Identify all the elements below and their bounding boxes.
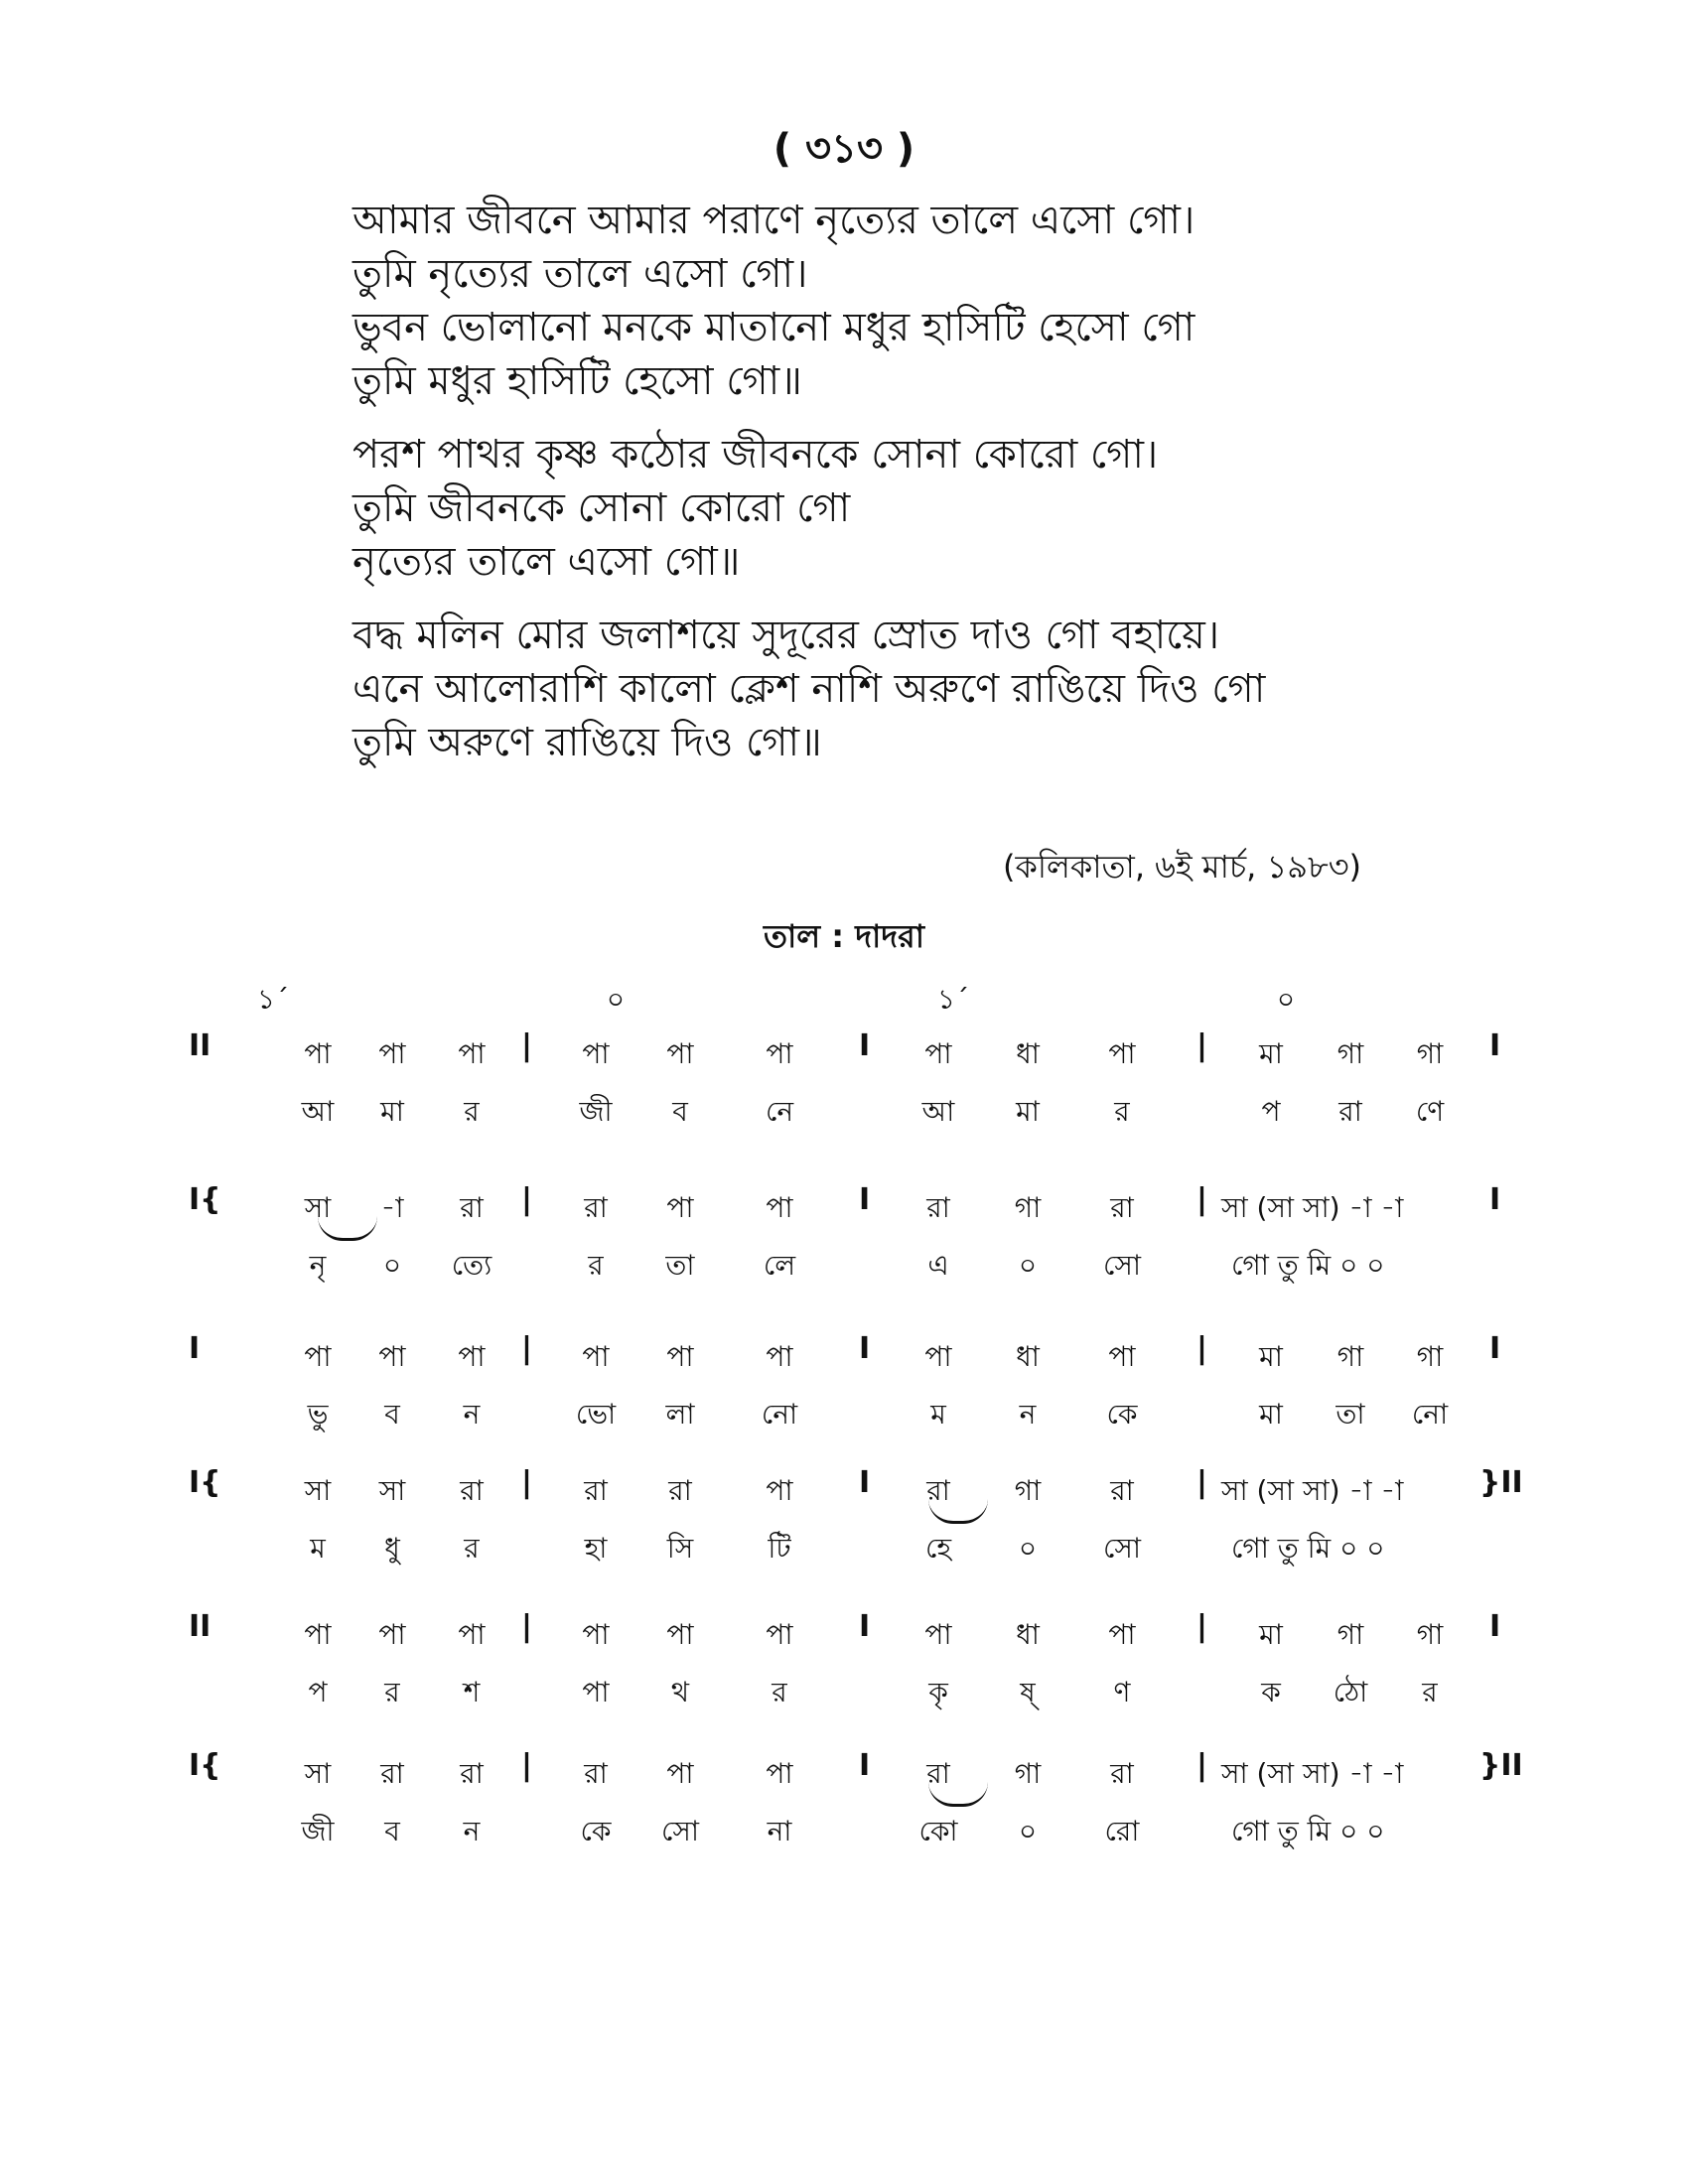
lyric-syllable: ০ — [1018, 1532, 1038, 1565]
lyric-syllable: আ — [921, 1095, 955, 1128]
lyric-syllable: ম — [310, 1532, 326, 1565]
swara-note: রা — [668, 1474, 692, 1507]
lyric-syllable: র — [464, 1532, 480, 1565]
lyric-syllable: ব — [672, 1095, 688, 1128]
swara-note: পা — [766, 1340, 793, 1373]
swara-note: গা — [1336, 1340, 1364, 1373]
lyric-syllable: র — [772, 1676, 787, 1708]
page-number: ( ৩১৩ ) — [773, 126, 915, 172]
bar-line: | — [521, 1028, 532, 1063]
lyric-syllable: না — [767, 1815, 792, 1847]
lyric-syllable: গো তু মি ০ ০ — [1231, 1815, 1385, 1847]
lyric-syllable: জী — [301, 1815, 335, 1847]
lyric-syllable: ন — [463, 1398, 481, 1431]
lyric-syllable: সো — [661, 1815, 699, 1847]
lyric-line: তুমি জীবনকে সোনা কোরো গো — [352, 485, 851, 531]
lyric-syllable: লে — [763, 1249, 796, 1282]
lyric-line: তুমি নৃত্যের তালে এসো গো। — [352, 251, 808, 297]
bar-line: | — [521, 1609, 532, 1644]
section-marker: I — [1489, 1331, 1501, 1366]
bar-line: | — [1196, 1028, 1207, 1063]
lyric-syllable: ণে — [1415, 1095, 1445, 1128]
swara-note: পা — [666, 1618, 694, 1651]
lyric-syllable: ক — [1261, 1676, 1281, 1708]
bar-line: | — [1196, 1748, 1207, 1783]
swara-note: গা — [1014, 1474, 1042, 1507]
swara-note: পা — [766, 1618, 793, 1651]
lyric-syllable: কে — [1106, 1398, 1138, 1431]
lyric-syllable: গো তু মি ০ ০ — [1231, 1532, 1385, 1565]
lyric-syllable: র — [588, 1249, 604, 1282]
lyric-syllable: থ — [670, 1676, 690, 1708]
lyric-syllable: ভো — [575, 1398, 617, 1431]
bar-line: | — [1196, 1609, 1207, 1644]
swara-note: রা — [1110, 1191, 1134, 1224]
swara-note: সা — [304, 1191, 332, 1224]
lyric-syllable: কৃ — [928, 1676, 948, 1708]
tala-label: তাল : দাদরা — [764, 917, 924, 955]
swara-note: মা — [1259, 1037, 1283, 1070]
swara-note: গা — [1416, 1340, 1444, 1373]
lyric-syllable: প — [1261, 1095, 1281, 1128]
lyric-syllable: মা — [380, 1095, 404, 1128]
section-marker: I — [859, 1465, 871, 1500]
swara-note: পা — [378, 1037, 406, 1070]
bar-line: | — [521, 1331, 532, 1366]
lyric-syllable: রো — [1104, 1815, 1140, 1847]
swara-note: সা — [304, 1474, 332, 1507]
lyric-syllable: র — [1114, 1095, 1130, 1128]
bar-line: | — [1196, 1331, 1207, 1366]
swara-note: রা — [1110, 1474, 1134, 1507]
lyric-syllable: ব — [384, 1398, 400, 1431]
swara-note: গা — [1416, 1618, 1444, 1651]
swara-note: পা — [924, 1618, 952, 1651]
swara-note: পা — [304, 1618, 332, 1651]
lyric-syllable: র — [464, 1095, 480, 1128]
lyric-syllable: ঠো — [1333, 1676, 1368, 1708]
swara-note: পা — [582, 1037, 610, 1070]
lyric-syllable: ন — [463, 1815, 481, 1847]
section-marker: I — [859, 1748, 871, 1783]
lyric-syllable: সো — [1103, 1249, 1141, 1282]
slur-mark — [928, 1782, 988, 1807]
swara-note: পা — [582, 1340, 610, 1373]
lyric-syllable: তা — [665, 1249, 695, 1282]
section-marker: I — [1489, 1182, 1501, 1217]
lyric-syllable: তা — [1336, 1398, 1365, 1431]
bar-line: | — [521, 1748, 532, 1783]
swara-note: রা — [460, 1474, 484, 1507]
swara-note: গা — [1416, 1037, 1444, 1070]
swara-note: সা (সা সা) -া -া — [1221, 1191, 1404, 1224]
lyric-syllable: ণ — [1113, 1676, 1131, 1708]
lyric-line: বদ্ধ মলিন মোর জলাশয়ে সুদূরের স্রোত দাও গো বহায়ে। — [352, 613, 1220, 658]
lyric-syllable: নো — [761, 1398, 798, 1431]
swara-note: রা — [584, 1757, 608, 1790]
swara-note: পা — [458, 1340, 486, 1373]
swara-note: -া — [380, 1191, 404, 1224]
bar-line: | — [521, 1465, 532, 1500]
swara-note: রা — [926, 1757, 950, 1790]
lyric-syllable: হে — [924, 1532, 952, 1565]
swara-note: সা (সা সা) -া -া — [1221, 1757, 1404, 1790]
swara-note: গা — [1014, 1757, 1042, 1790]
swara-note: গা — [1336, 1037, 1364, 1070]
section-marker: I{ — [189, 1748, 221, 1783]
swara-note: ধা — [1016, 1618, 1040, 1651]
swara-note: পা — [766, 1757, 793, 1790]
swara-note: পা — [304, 1340, 332, 1373]
section-marker: II — [189, 1028, 211, 1063]
lyric-syllable: রা — [1338, 1095, 1362, 1128]
swara-note: মা — [1259, 1618, 1283, 1651]
lyric-syllable: সি — [666, 1532, 694, 1565]
lyric-line: ভুবন ভোলানো মনকে মাতানো মধুর হাসিটি হেসো গো — [352, 305, 1196, 350]
lyric-syllable: আ — [301, 1095, 335, 1128]
swara-note: পা — [666, 1037, 694, 1070]
swara-note: পা — [304, 1037, 332, 1070]
swara-note: পা — [582, 1618, 610, 1651]
lyric-syllable: শ — [463, 1676, 481, 1708]
section-marker: I — [859, 1609, 871, 1644]
slur-mark — [318, 1216, 377, 1241]
swara-note: পা — [378, 1340, 406, 1373]
place-date: (কলিকাতা, ৬ই মার্চ, ১৯৮৩) — [1003, 848, 1362, 886]
lyric-syllable: নৃ — [309, 1249, 327, 1282]
swara-note: পা — [924, 1037, 952, 1070]
slur-mark — [928, 1499, 988, 1524]
beat-mark: ১´ — [256, 983, 290, 1016]
swara-note: ধা — [1016, 1037, 1040, 1070]
lyric-syllable: ব — [384, 1815, 400, 1847]
swara-note: পা — [666, 1757, 694, 1790]
lyric-line: তুমি মধুর হাসিটি হেসো গো॥ — [352, 358, 802, 404]
lyric-syllable: প — [308, 1676, 328, 1708]
lyric-syllable: ন — [1019, 1398, 1037, 1431]
swara-note: রা — [460, 1191, 484, 1224]
section-marker: I — [859, 1182, 871, 1217]
swara-note: রা — [380, 1757, 404, 1790]
section-marker: I — [189, 1331, 201, 1366]
beat-mark: ১´ — [936, 983, 970, 1016]
swara-note: গা — [1336, 1618, 1364, 1651]
lyric-syllable: মা — [1259, 1398, 1283, 1431]
swara-note: পা — [458, 1037, 486, 1070]
section-marker: I{ — [189, 1182, 221, 1217]
lyric-syllable: ম — [930, 1398, 946, 1431]
lyric-line: নৃত্যের তালে এসো গো॥ — [352, 539, 741, 585]
lyric-syllable: পা — [582, 1676, 610, 1708]
section-marker: }II — [1479, 1748, 1523, 1783]
swara-note: পা — [1108, 1037, 1136, 1070]
bar-line: | — [521, 1182, 532, 1217]
lyric-syllable: ভু — [307, 1398, 329, 1431]
section-marker: I — [1489, 1028, 1501, 1063]
lyric-syllable: এ — [927, 1249, 949, 1282]
swara-note: পা — [666, 1191, 694, 1224]
swara-note: মা — [1259, 1340, 1283, 1373]
swara-note: পা — [666, 1340, 694, 1373]
swara-note: পা — [1108, 1618, 1136, 1651]
lyric-syllable: র — [1422, 1676, 1438, 1708]
lyric-syllable: মা — [1016, 1095, 1040, 1128]
lyric-syllable: টি — [768, 1532, 791, 1565]
bar-line: | — [1196, 1465, 1207, 1500]
lyric-syllable: ধু — [384, 1532, 400, 1565]
swara-note: রা — [584, 1191, 608, 1224]
lyric-syllable: লা — [665, 1398, 695, 1431]
swara-note: রা — [584, 1474, 608, 1507]
lyric-syllable: কে — [580, 1815, 612, 1847]
lyric-syllable: ষ্ — [1020, 1676, 1036, 1708]
lyric-line: পরশ পাথর কৃষ্ণ কঠোর জীবনকে সোনা কোরো গো। — [352, 432, 1159, 478]
swara-note: পা — [458, 1618, 486, 1651]
swara-note: রা — [1110, 1757, 1134, 1790]
swara-note: পা — [766, 1037, 793, 1070]
beat-mark: ০ — [1276, 983, 1296, 1016]
swara-note: পা — [766, 1191, 793, 1224]
lyric-syllable: ০ — [382, 1249, 402, 1282]
swara-note: গা — [1014, 1191, 1042, 1224]
lyric-syllable: হা — [584, 1532, 608, 1565]
lyric-syllable: ০ — [1018, 1249, 1038, 1282]
bar-line: | — [1196, 1182, 1207, 1217]
swara-note: রা — [926, 1474, 950, 1507]
lyric-line: তুমি অরুণে রাঙিয়ে দিও গো॥ — [352, 720, 822, 765]
swara-note: পা — [766, 1474, 793, 1507]
lyric-syllable: নো — [1411, 1398, 1449, 1431]
lyric-line: আমার জীবনে আমার পরাণে নৃত্যের তালে এসো গো। — [352, 198, 1196, 243]
swara-note: সা (সা সা) -া -া — [1221, 1474, 1404, 1507]
section-marker: I{ — [189, 1465, 221, 1500]
section-marker: I — [859, 1331, 871, 1366]
section-marker: I — [859, 1028, 871, 1063]
swara-note: পা — [378, 1618, 406, 1651]
section-marker: }II — [1479, 1465, 1523, 1500]
swara-note: পা — [1108, 1340, 1136, 1373]
section-marker: I — [1489, 1609, 1501, 1644]
lyric-syllable: গো তু মি ০ ০ — [1231, 1249, 1385, 1282]
swara-note: সা — [304, 1757, 332, 1790]
section-marker: II — [189, 1609, 211, 1644]
lyric-syllable: কো — [918, 1815, 958, 1847]
lyric-syllable: র — [384, 1676, 400, 1708]
lyric-syllable: সো — [1103, 1532, 1141, 1565]
lyric-syllable: নে — [765, 1095, 794, 1128]
lyric-syllable: জী — [579, 1095, 613, 1128]
lyric-syllable: ০ — [1018, 1815, 1038, 1847]
swara-note: সা — [378, 1474, 406, 1507]
swara-note: ধা — [1016, 1340, 1040, 1373]
swara-note: রা — [926, 1191, 950, 1224]
swara-note: পা — [924, 1340, 952, 1373]
beat-mark: ০ — [606, 983, 626, 1016]
lyric-line: এনে আলোরাশি কালো ক্লেশ নাশি অরুণে রাঙিয়ে দিও গো — [352, 666, 1266, 712]
swara-note: রা — [460, 1757, 484, 1790]
lyric-syllable: ত্যে — [451, 1249, 492, 1282]
